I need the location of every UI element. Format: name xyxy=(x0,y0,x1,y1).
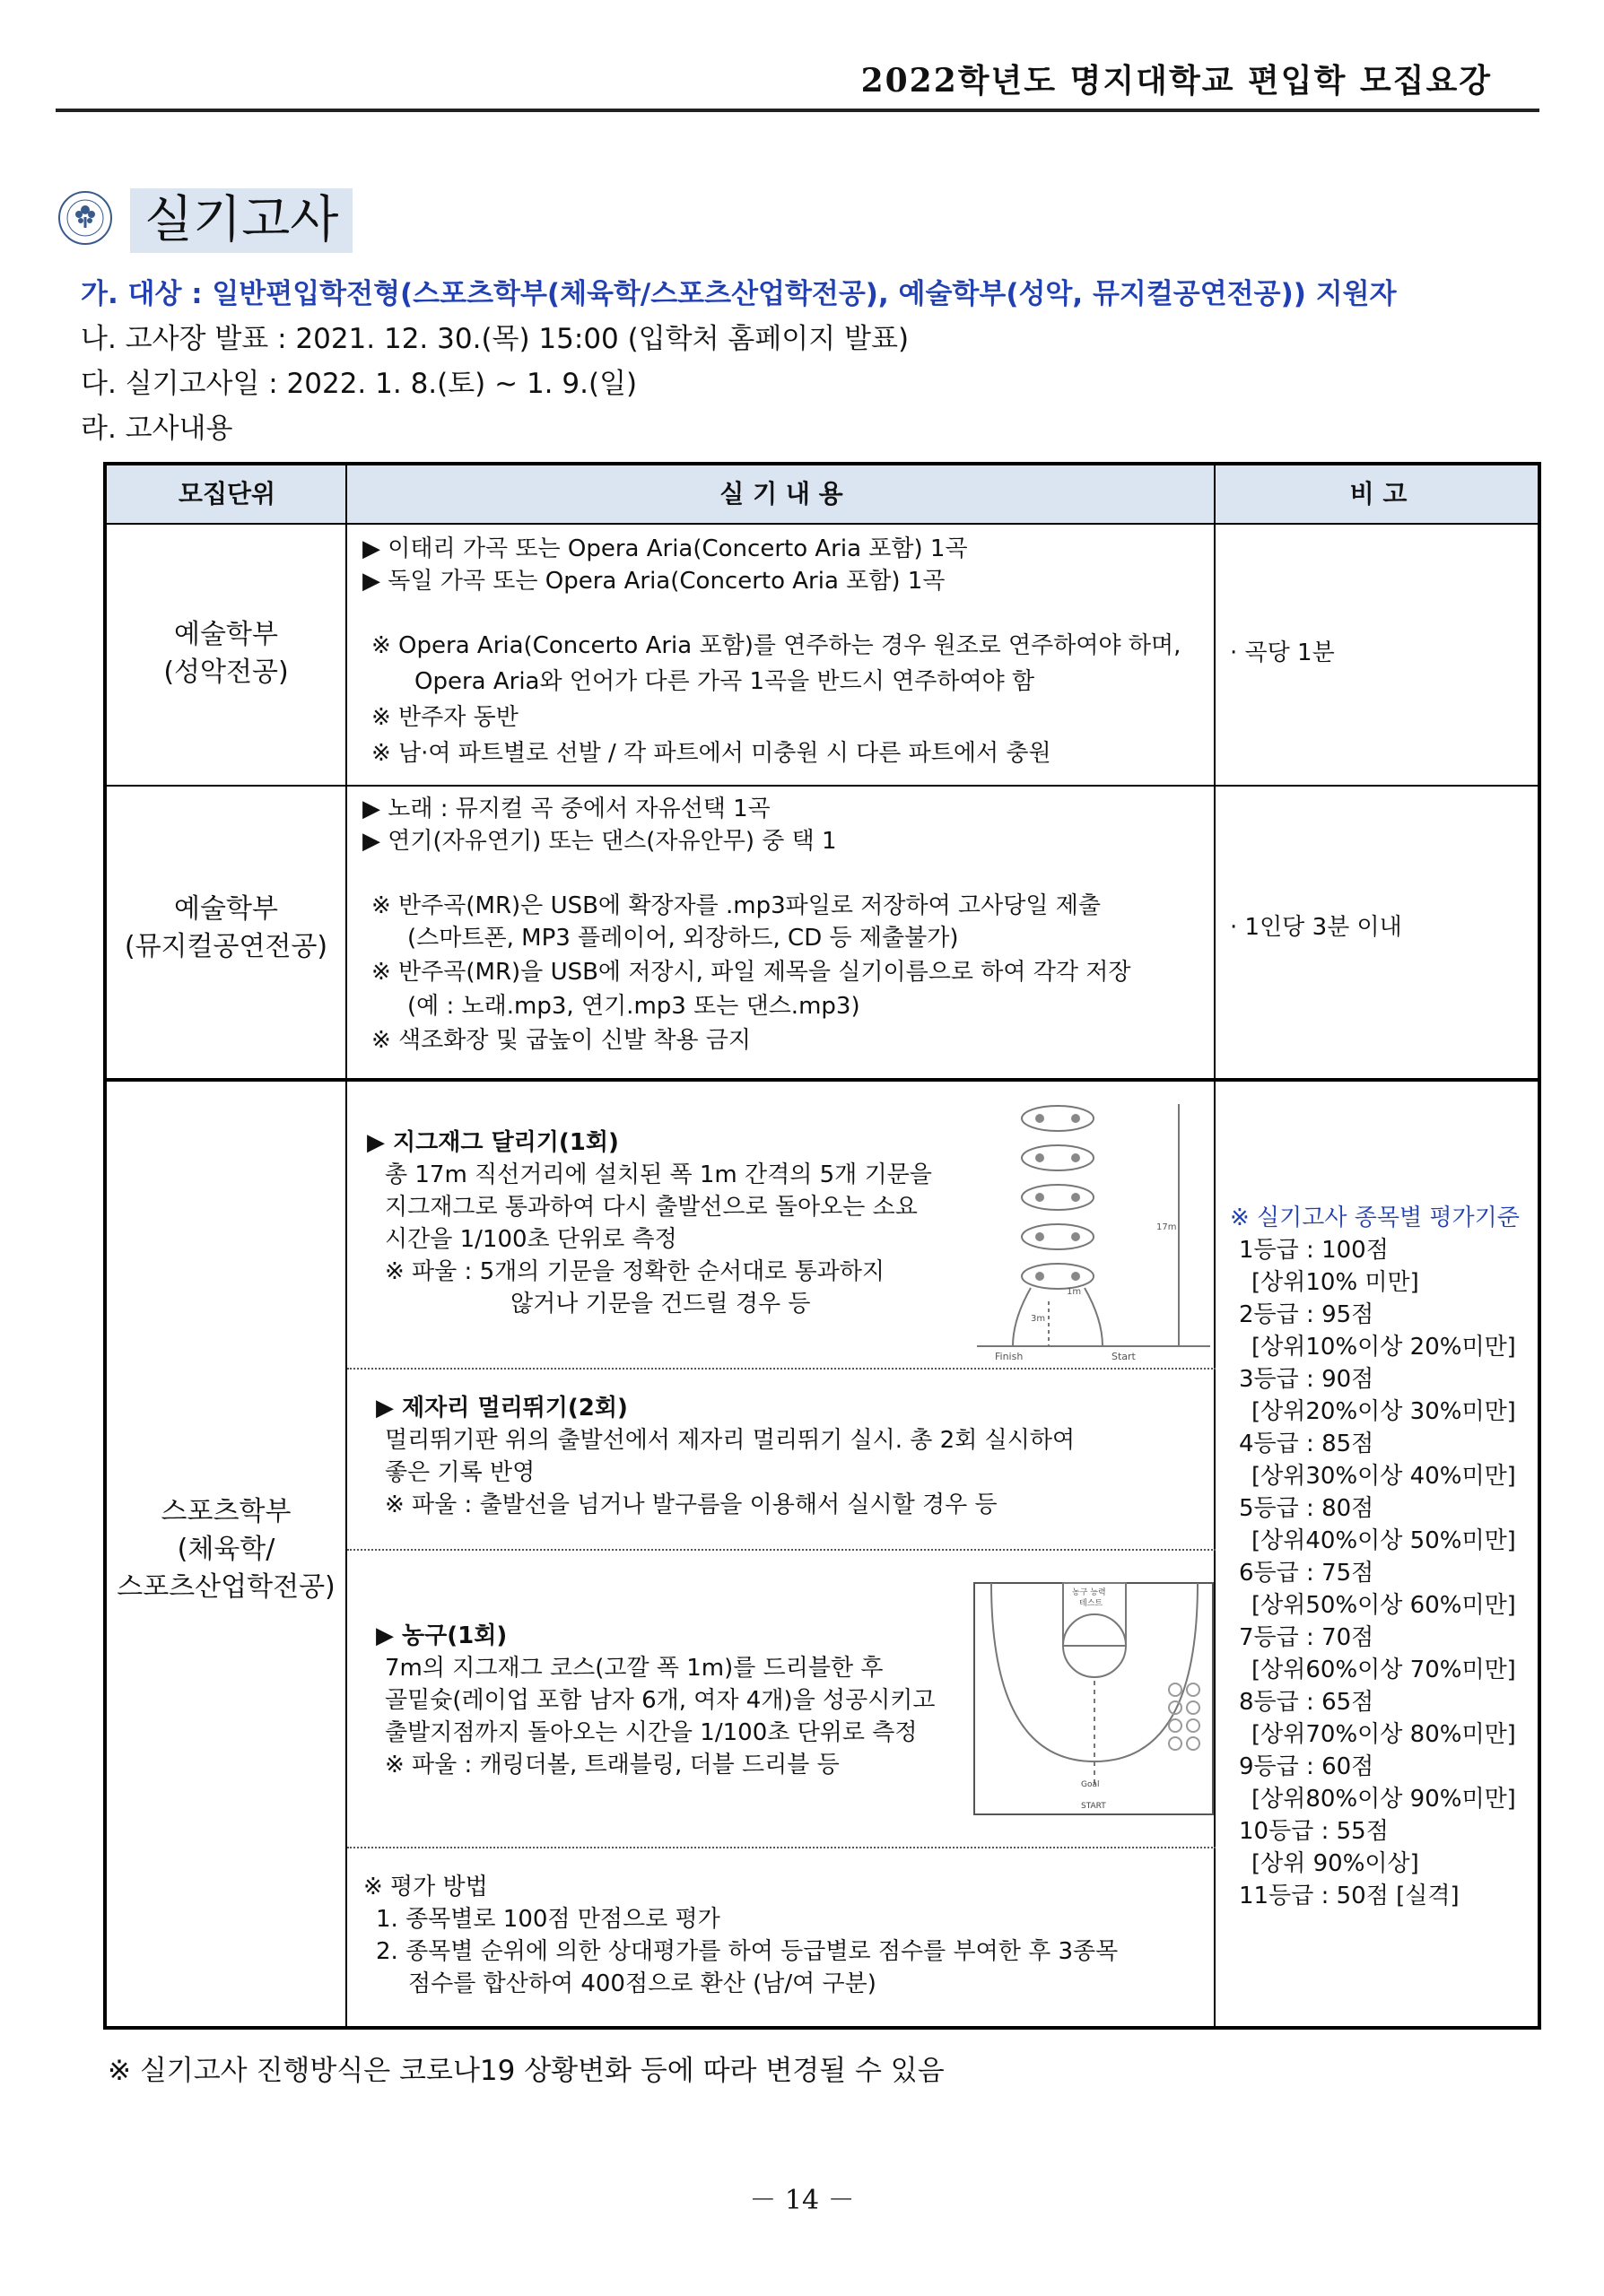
evaluation-line: 점수를 합산하여 400점으로 환산 (남/여 구분) xyxy=(408,1970,876,1997)
criteria-line: 2등급 : 95점 xyxy=(1239,1301,1374,1328)
evaluation-line: 1. 종목별로 100점 만점으로 평가 xyxy=(376,1906,720,1933)
vocal-line: ▶ 이태리 가곡 또는 Opera Aria(Concerto Aria 포함) 1곡 xyxy=(362,535,968,562)
fig-gap-label: 1m xyxy=(1067,1287,1082,1297)
criteria-line: 5등급 : 80점 xyxy=(1239,1495,1374,1522)
info-exam-content: 라. 고사내용 xyxy=(81,413,233,445)
criteria-line: [상위80%이상 90%미만] xyxy=(1251,1786,1516,1813)
section-title: 실기고사 xyxy=(130,188,353,253)
criteria-line: 10등급 : 55점 xyxy=(1239,1818,1389,1845)
musical-line: ▶ 연기(자유연기) 또는 댄스(자유안무) 중 택 1 xyxy=(362,828,837,855)
criteria-line: 8등급 : 65점 xyxy=(1239,1689,1374,1716)
unit-sports: 스포츠학부 (체육학/ 스포츠산업학전공) xyxy=(117,1496,336,1603)
criteria-line: 4등급 : 85점 xyxy=(1239,1431,1374,1457)
header-unit: 모집단위 xyxy=(178,479,276,509)
basketball-line: 골밑슛(레이업 포함 남자 6개, 여자 4개)을 성공시키고 xyxy=(385,1687,936,1714)
header-divider xyxy=(56,109,1539,112)
vocal-line: ※ 반주자 동반 xyxy=(371,704,519,731)
fig-side-label: 3m xyxy=(1031,1314,1046,1324)
unit-musical: 예술학부 (뮤지컬공연전공) xyxy=(124,893,328,962)
musical-line: ※ 반주곡(MR)은 USB에 확장자를 .mp3파일로 저장하여 고사당일 제출 xyxy=(371,892,1101,919)
jump-line: ※ 파울 : 출발선을 넘거나 발구름을 이용해서 실시할 경우 등 xyxy=(385,1492,998,1518)
criteria-line: [상위20%이상 30%미만] xyxy=(1251,1398,1516,1425)
basketball-course-diagram xyxy=(973,1582,1214,1815)
page-number: － 14 － xyxy=(749,2185,855,2216)
criteria-line: 3등급 : 90점 xyxy=(1239,1366,1374,1393)
document-header-title: 2022학년도 명지대학교 편입학 모집요강 xyxy=(860,62,1492,100)
basketball-line: ※ 파울 : 캐링더볼, 트래블링, 더블 드리블 등 xyxy=(385,1752,840,1779)
zigzag-line: 않거나 기문을 건드릴 경우 등 xyxy=(510,1291,811,1318)
criteria-line: [상위 90%이상] xyxy=(1251,1850,1419,1877)
jump-line: 멀리뛰기판 위의 출발선에서 제자리 멀리뛰기 실시. 총 2회 실시하여 xyxy=(385,1427,1076,1454)
zigzag-line: ※ 파울 : 5개의 기문을 정확한 순서대로 통과하지 xyxy=(385,1258,885,1285)
zigzag-line: 지그재그로 통과하여 다시 출발선으로 돌아오는 소요 xyxy=(385,1194,918,1221)
zigzag-line: 총 17m 직선거리에 설치된 폭 1m 간격의 5개 기문을 xyxy=(385,1161,932,1188)
criteria-title: ※ 실기고사 종목별 평가기준 xyxy=(1230,1205,1520,1231)
header-note: 비 고 xyxy=(1349,479,1408,509)
exam-content-table xyxy=(103,462,1541,2030)
jump-title: ▶ 제자리 멀리뛰기(2회) xyxy=(376,1395,628,1422)
criteria-line: [상위30%이상 40%미만] xyxy=(1251,1463,1516,1490)
zigzag-course-diagram xyxy=(977,1086,1210,1364)
criteria-line: [상위10%이상 20%미만] xyxy=(1251,1334,1516,1361)
basketball-line: 출발지점까지 돌아오는 시간을 1/100초 단위로 측정 xyxy=(385,1719,918,1746)
table-header-row xyxy=(107,465,1538,525)
criteria-line: 9등급 : 60점 xyxy=(1239,1753,1374,1780)
musical-line: ※ 색조화장 및 굽높이 신발 착용 금지 xyxy=(371,1027,751,1054)
evaluation-line: ※ 평가 방법 xyxy=(363,1874,488,1900)
jump-line: 좋은 기록 반영 xyxy=(385,1459,536,1486)
musical-line: (스마트폰, MP3 플레이어, 외장하드, CD 등 제출불가) xyxy=(407,925,959,952)
info-target: 가. 대상 : 일반편입학전형(스포츠학부(체육학/스포츠산업학전공), 예술학부(성악, 뮤지컬공연전공)) 지원자 xyxy=(81,278,1397,310)
fig-bb-subtitle: 테스트 xyxy=(1079,1599,1103,1608)
criteria-line: [상위10% 미만] xyxy=(1251,1269,1419,1296)
info-exam-date: 다. 실기고사일 : 2022. 1. 8.(토) ~ 1. 9.(일) xyxy=(81,368,638,400)
basketball-title: ▶ 농구(1회) xyxy=(376,1622,508,1649)
zigzag-line: 시간을 1/100초 단위로 측정 xyxy=(385,1226,677,1253)
fig-length-label: 17m xyxy=(1156,1222,1177,1232)
evaluation-line: 2. 종목별 순위에 의한 상대평가를 하여 등급별로 점수를 부여한 후 3종목 xyxy=(376,1938,1119,1965)
criteria-line: [상위70%이상 80%미만] xyxy=(1251,1721,1516,1748)
zigzag-title: ▶ 지그재그 달리기(1회) xyxy=(367,1129,619,1156)
criteria-line: 6등급 : 75점 xyxy=(1239,1560,1374,1587)
basketball-line: 7m의 지그재그 코스(고깔 폭 1m)를 드리블한 후 xyxy=(385,1655,884,1682)
header-content: 실 기 내 용 xyxy=(719,479,843,509)
fig-start-label: Start xyxy=(1111,1351,1136,1362)
musical-note: · 1인당 3분 이내 xyxy=(1230,914,1402,941)
vocal-line: ※ Opera Aria(Concerto Aria 포함)를 연주하는 경우 원조로 연주하여야 하며, xyxy=(371,632,1181,659)
vocal-note: · 곡당 1분 xyxy=(1230,639,1335,666)
criteria-line: 7등급 : 70점 xyxy=(1239,1624,1374,1651)
footnote: ※ 실기고사 진행방식은 코로나19 상황변화 등에 따라 변경될 수 있음 xyxy=(108,2055,945,2087)
fig-finish-label: Finish xyxy=(995,1351,1024,1362)
criteria-line: [상위50%이상 60%미만] xyxy=(1251,1592,1516,1619)
vocal-line: ※ 남·여 파트별로 선발 / 각 파트에서 미충원 시 다른 파트에서 충원 xyxy=(371,740,1051,767)
musical-line: (예 : 노래.mp3, 연기.mp3 또는 댄스.mp3) xyxy=(407,993,860,1020)
fig-bb-goal: Goal xyxy=(1081,1780,1100,1789)
musical-line: ※ 반주곡(MR)을 USB에 저장시, 파일 제목을 실기이름으로 하여 각각 저장 xyxy=(371,959,1131,986)
criteria-line: 11등급 : 50점 [실격] xyxy=(1239,1883,1460,1909)
fig-bb-start: START xyxy=(1081,1802,1106,1811)
unit-vocal: 예술학부 (성악전공) xyxy=(163,619,289,688)
criteria-line: 1등급 : 100점 xyxy=(1239,1237,1389,1264)
musical-line: ▶ 노래 : 뮤지컬 곡 중에서 자유선택 1곡 xyxy=(362,796,771,822)
vocal-line: ▶ 독일 가곡 또는 Opera Aria(Concerto Aria 포함) 1곡 xyxy=(362,568,946,595)
vocal-line: Opera Aria와 언어가 다른 가곡 1곡을 반드시 연주하여야 함 xyxy=(414,668,1035,695)
fig-bb-title: 농구 능력 xyxy=(1072,1588,1106,1597)
criteria-line: [상위60%이상 70%미만] xyxy=(1251,1657,1516,1683)
info-venue-announcement: 나. 고사장 발표 : 2021. 12. 30.(목) 15:00 (입학처 홈페이지 발표) xyxy=(81,323,910,355)
criteria-line: [상위40%이상 50%미만] xyxy=(1251,1527,1516,1554)
university-seal-icon xyxy=(57,190,113,246)
